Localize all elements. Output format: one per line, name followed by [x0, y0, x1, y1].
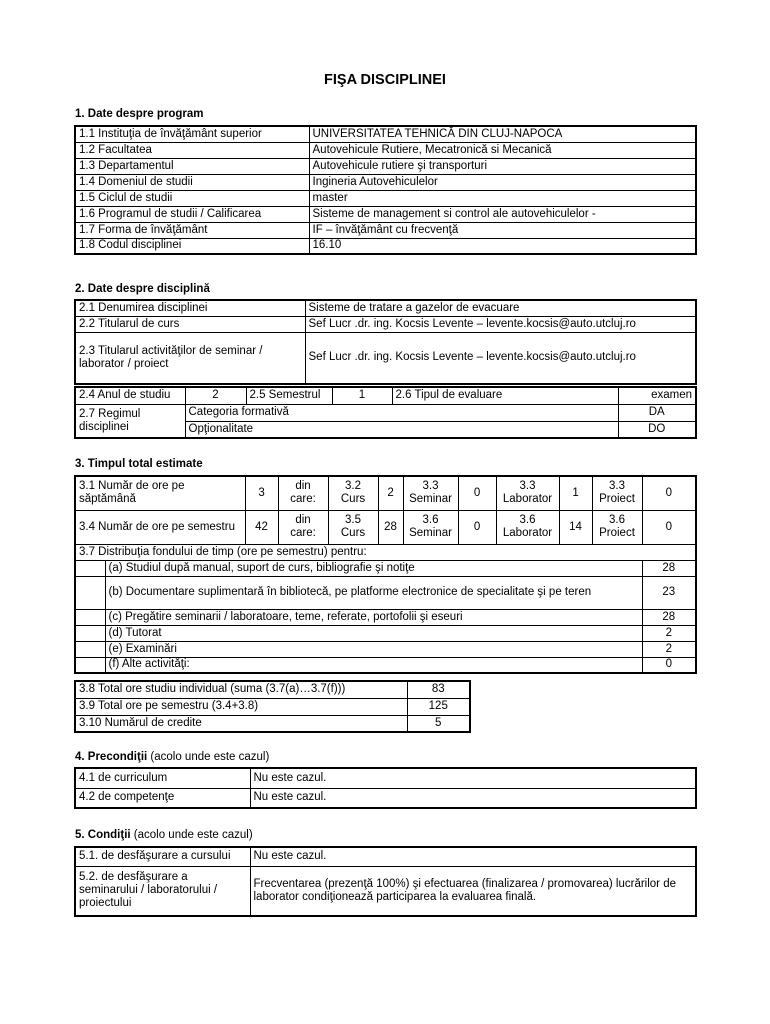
totals-row: [75, 681, 470, 698]
totals-row: [75, 715, 470, 732]
totals-table: [74, 680, 471, 733]
totals-row-label: 3.9 Total ore pe semestru (3.4+3.8): [75, 698, 407, 715]
course-holder-label: 2.2 Titularul de curs: [75, 316, 305, 332]
program-row-label: 1.8 Codul disciplinei: [75, 238, 309, 254]
distribution-row-value: 2: [642, 641, 696, 657]
program-row-label: 1.4 Domeniul de studii: [75, 174, 309, 190]
weekly-hours-label: 3.1 Număr de ore pe săptămână: [75, 476, 245, 510]
section-3-heading: 3. Timpul total estimate: [75, 458, 203, 470]
discipline-name-label: 2.1 Denumirea disciplinei: [75, 300, 305, 316]
program-row-label: 1.2 Facultatea: [75, 142, 309, 158]
program-row-value: Autovehicule Rutiere, Mecatronică si Mecanică: [309, 142, 696, 158]
optionality-value: DO: [618, 421, 696, 438]
program-row: [75, 190, 696, 206]
evaluation-type-label: 2.6 Tipul de evaluare: [392, 387, 618, 404]
semester-label: 2.5 Semestrul: [246, 387, 332, 404]
optionality-label: Opţionalitate: [185, 421, 618, 438]
conditions-table: [74, 846, 697, 917]
discipline-table-top: [74, 299, 697, 385]
distribution-row-label: (f) Alte activităţi:: [105, 657, 642, 673]
section-4-heading: 4. Precondiţii (acolo unde este cazul): [75, 751, 270, 763]
weekly-din-label: din care:: [278, 476, 328, 510]
precondition-row-label: 4.2 de competenţe: [75, 788, 250, 808]
weekly-project-label: 3.3 Proiect: [592, 476, 642, 510]
distribution-indent: [75, 657, 105, 673]
lab-conditions-label: 5.2. de desfăşurare a seminarului / laboratorului / proiectului: [75, 866, 250, 916]
program-table: [74, 125, 697, 255]
seminar-holder-label: 2.3 Titularul activităţilor de seminar / laborator / proiect: [75, 332, 305, 384]
program-row-label: 1.5 Ciclul de studii: [75, 190, 309, 206]
distribution-indent: [75, 576, 105, 609]
distribution-row: [75, 657, 696, 673]
semester-seminar-value: 0: [458, 510, 496, 544]
distribution-indent: [75, 609, 105, 625]
distribution-row: [75, 576, 696, 609]
totals-row: [75, 698, 470, 715]
section-5-heading: 5. Condiţii (acolo unde este cazul): [75, 829, 253, 841]
precondition-row: [75, 788, 696, 808]
distribution-row: [75, 641, 696, 657]
weekly-lab-label: 3.3 Laborator: [496, 476, 559, 510]
distribution-row: [75, 560, 696, 576]
formative-category-label: Categoria formativă: [185, 404, 618, 421]
page-title: FIŞA DISCIPLINEI: [324, 72, 446, 88]
preconditions-table: [74, 767, 697, 809]
weekly-hours-total: 3: [245, 476, 278, 510]
semester-seminar-label: 3.6 Seminar: [403, 510, 458, 544]
distribution-indent: [75, 625, 105, 641]
program-row: [75, 222, 696, 238]
semester-course-value: 28: [378, 510, 403, 544]
time-distribution-label: 3.7 Distribuţia fondului de timp (ore pe semestru) pentru:: [75, 544, 696, 560]
program-row-value: master: [309, 190, 696, 206]
semester-value: 1: [332, 387, 392, 404]
precondition-row-value: Nu este cazul.: [250, 768, 696, 788]
semester-hours-label: 3.4 Număr de ore pe semestru: [75, 510, 245, 544]
formative-category-value: DA: [618, 404, 696, 421]
distribution-indent: [75, 641, 105, 657]
distribution-row-label: (d) Tutorat: [105, 625, 642, 641]
program-row: [75, 238, 696, 254]
totals-row-label: 3.10 Numărul de credite: [75, 715, 407, 732]
weekly-course-value: 2: [378, 476, 403, 510]
program-row: [75, 206, 696, 222]
semester-lab-label: 3.6 Laborator: [496, 510, 559, 544]
program-row: [75, 126, 696, 142]
program-row-value: IF – învăţământ cu frecvenţă: [309, 222, 696, 238]
distribution-row-label: (a) Studiul după manual, suport de curs, bibliografie şi notiţe: [105, 560, 642, 576]
weekly-seminar-value: 0: [458, 476, 496, 510]
time-table: [74, 475, 697, 674]
discipline-regime-label: 2.7 Regimul disciplinei: [75, 404, 185, 438]
program-row-value: 16.10: [309, 238, 696, 254]
semester-project-value: 0: [642, 510, 696, 544]
precondition-row-value: Nu este cazul.: [250, 788, 696, 808]
weekly-course-label: 3.2 Curs: [328, 476, 378, 510]
totals-row-value: 5: [407, 715, 470, 732]
program-row-value: Sisteme de management si control ale autovehiculelor -: [309, 206, 696, 222]
distribution-row-label: (b) Documentare suplimentară în bibliotecă, pe platforme electronice de specialitate şi pe teren: [105, 576, 642, 609]
weekly-lab-value: 1: [559, 476, 592, 510]
distribution-row-value: 2: [642, 625, 696, 641]
weekly-seminar-label: 3.3 Seminar: [403, 476, 458, 510]
program-row-value: UNIVERSITATEA TEHNICĂ DIN CLUJ-NAPOCA: [309, 126, 696, 142]
distribution-row-label: (e) Examinări: [105, 641, 642, 657]
course-conditions-value: Nu este cazul.: [250, 847, 696, 866]
seminar-holder-value: Sef Lucr .dr. ing. Kocsis Levente – levente.kocsis@auto.utcluj.ro: [305, 332, 696, 384]
semester-din-label: din care:: [278, 510, 328, 544]
program-row: [75, 158, 696, 174]
distribution-row: [75, 625, 696, 641]
program-row-label: 1.3 Departamentul: [75, 158, 309, 174]
program-row-label: 1.6 Programul de studii / Calificarea: [75, 206, 309, 222]
study-year-value: 2: [185, 387, 246, 404]
discipline-name-value: Sisteme de tratare a gazelor de evacuare: [305, 300, 696, 316]
evaluation-type-value: examen: [618, 387, 696, 404]
semester-course-label: 3.5 Curs: [328, 510, 378, 544]
distribution-row-value: 28: [642, 560, 696, 576]
semester-lab-value: 14: [559, 510, 592, 544]
program-row-value: Ingineria Autovehiculelor: [309, 174, 696, 190]
totals-row-value: 125: [407, 698, 470, 715]
section-1-heading: 1. Date despre program: [75, 108, 204, 120]
lab-conditions-value: Frecventarea (prezenţă 100%) şi efectuarea (finalizarea / promovarea) lucrărilor de laborator condiţionează participarea la evaluarea finală.: [250, 866, 696, 916]
discipline-table-bottom: [74, 386, 697, 439]
program-row-value: Autovehicule rutiere şi transporturi: [309, 158, 696, 174]
course-holder-value: Sef Lucr .dr. ing. Kocsis Levente – levente.kocsis@auto.utcluj.ro: [305, 316, 696, 332]
program-row: [75, 142, 696, 158]
program-row: [75, 174, 696, 190]
totals-row-value: 83: [407, 681, 470, 698]
program-row-label: 1.1 Instituţia de învăţământ superior: [75, 126, 309, 142]
study-year-label: 2.4 Anul de studiu: [75, 387, 185, 404]
semester-project-label: 3.6 Proiect: [592, 510, 642, 544]
distribution-indent: [75, 560, 105, 576]
distribution-row-value: 23: [642, 576, 696, 609]
section-2-heading: 2. Date despre disciplină: [75, 283, 210, 295]
precondition-row-label: 4.1 de curriculum: [75, 768, 250, 788]
totals-row-label: 3.8 Total ore studiu individual (suma (3.7(a)…3.7(f))): [75, 681, 407, 698]
distribution-row-label: (c) Pregătire seminarii / laboratoare, teme, referate, portofolii şi eseuri: [105, 609, 642, 625]
course-conditions-label: 5.1. de desfăşurare a cursului: [75, 847, 250, 866]
program-row-label: 1.7 Forma de învăţământ: [75, 222, 309, 238]
weekly-project-value: 0: [642, 476, 696, 510]
distribution-row-value: 0: [642, 657, 696, 673]
distribution-row-value: 28: [642, 609, 696, 625]
semester-hours-total: 42: [245, 510, 278, 544]
distribution-row: [75, 609, 696, 625]
precondition-row: [75, 768, 696, 788]
